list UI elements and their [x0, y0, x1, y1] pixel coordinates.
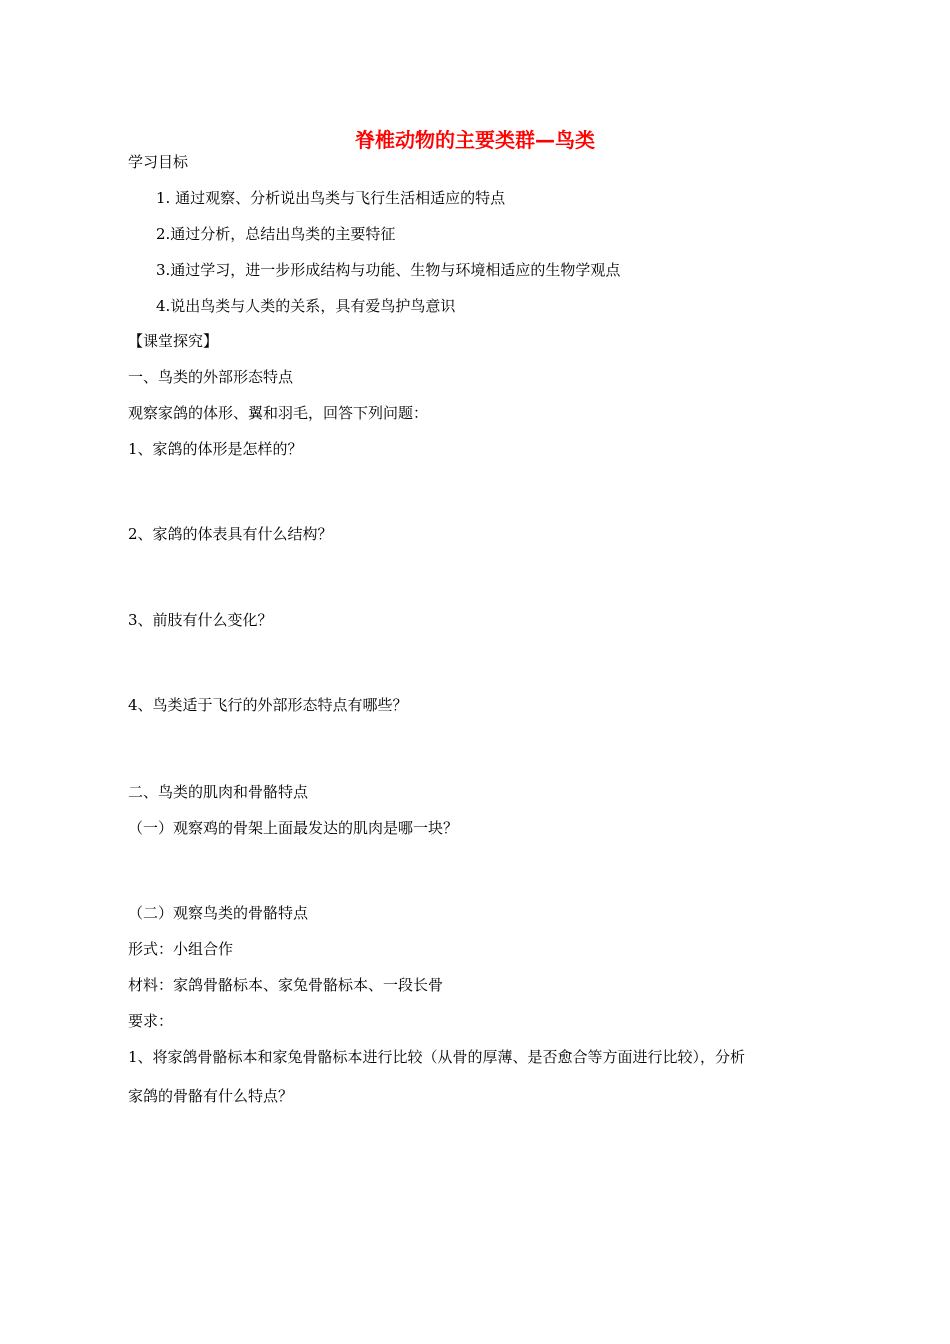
inquiry-heading: 【课堂探究】: [128, 332, 219, 350]
objective-item-3: 3.通过学习，进一步形成结构与功能、生物与环境相适应的生物学观点: [156, 261, 621, 279]
section1-question-4: 4、鸟类适于飞行的外部形态特点有哪些？: [128, 696, 408, 714]
section2-part1: （一）观察鸡的骨架上面最发达的肌肉是哪一块？: [128, 819, 459, 837]
section2-heading: 二、鸟类的肌肉和骨骼特点: [128, 783, 309, 801]
section1-heading: 一、鸟类的外部形态特点: [128, 368, 294, 386]
objectives-heading: 学习目标: [128, 153, 189, 171]
objective-item-2: 2.通过分析，总结出鸟类的主要特征: [156, 225, 396, 243]
objective-item-4: 4.说出鸟类与人类的关系，具有爱鸟护鸟意识: [156, 297, 456, 315]
section1-question-3: 3、前肢有什么变化？: [128, 611, 273, 629]
section2-requirements: 要求：: [128, 1012, 174, 1030]
section2-req1-line2: 家鸽的骨骼有什么特点？: [128, 1087, 294, 1105]
section1-question-1: 1、家鸽的体形是怎样的？: [128, 440, 303, 458]
section1-intro: 观察家鸽的体形、翼和羽毛，回答下列问题：: [128, 404, 429, 422]
section2-form: 形式：小组合作: [128, 940, 234, 958]
objective-item-1: 1. 通过观察、分析说出鸟类与飞行生活相适应的特点: [156, 189, 506, 207]
section2-materials: 材料：家鸽骨骼标本、家兔骨骼标本、一段长骨: [128, 976, 444, 994]
section2-part2: （二）观察鸟类的骨骼特点: [128, 904, 309, 922]
section2-req1-line1: 1、将家鸽骨骼标本和家兔骨骼标本进行比较（从骨的厚薄、是否愈合等方面进行比较），分析: [128, 1048, 746, 1066]
document-title: 脊椎动物的主要类群—鸟类: [355, 128, 595, 152]
section1-question-2: 2、家鸽的体表具有什么结构？: [128, 525, 333, 543]
